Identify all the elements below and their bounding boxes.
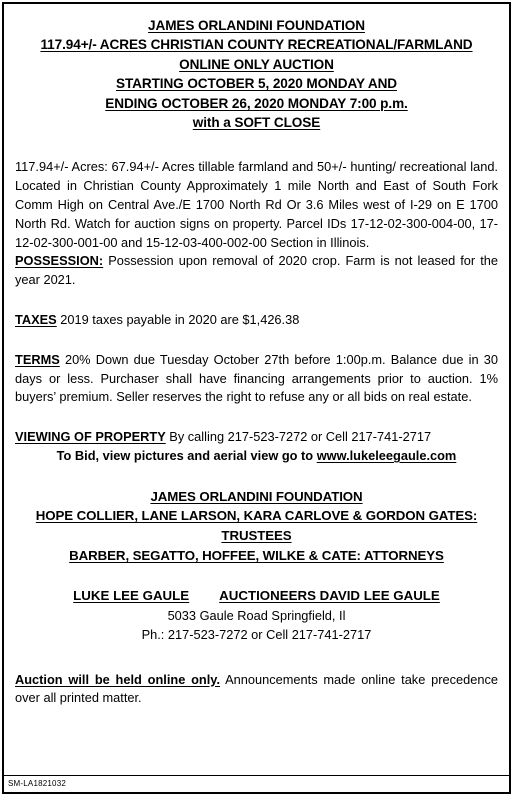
viewing-label: VIEWING OF PROPERTY <box>15 429 166 445</box>
online-notice-label: Auction will be held online only. <box>15 671 221 687</box>
website-link[interactable]: www.lukeleegaule.com <box>316 448 457 463</box>
online-notice <box>15 671 498 709</box>
bid-line <box>15 447 498 466</box>
ad-code: SM-LA1821032 <box>8 779 66 788</box>
property-description: 117.94+/- Acres: 67.94+/- Acres tillable farmland and 50+/- hunting/ recreational land. Located in Christian County Approximately 1 mile North and East of South Fork Comm High on Central Ave./E 1700 North Rd Or 3.6 Miles west of I-29 on E 1700 North Rd. Watch for auction signs on property. Parcel IDs 17-12-02-300-004-00, 17-12-02-300-001-00 and 15-12-03-400-002-00 Section in Illinois. <box>15 159 498 250</box>
taxes-label: TAXES <box>15 312 57 328</box>
trustees-label: TRUSTEES <box>221 527 292 543</box>
viewing-text: By calling 217-523-7272 or Cell 217-741-2717 <box>165 429 432 445</box>
bid-text: To Bid, view pictures and aerial view go to <box>56 448 317 463</box>
trustees-names: HOPE COLLIER, LANE LARSON, KARA CARLOVE & GORDON GATES: <box>35 508 478 524</box>
end-date-title: ENDING OCTOBER 26, 2020 MONDAY 7:00 p.m. <box>105 95 408 111</box>
terms-paragraph <box>15 351 498 407</box>
attorneys-line: BARBER, SEGATTO, HOFFEE, WILKE & CATE: ATTORNEYS <box>69 547 444 563</box>
possession-paragraph <box>15 252 498 290</box>
auctioneers-block <box>4 586 509 645</box>
notice-block <box>4 671 509 709</box>
online-notice-text: Announcements made online take precedence over all printed matter. <box>15 671 498 706</box>
terms-text: 20% Down due Tuesday October 27th before 1:00p.m. Balance due in 30 days or less. Purchaser shall have financing arrangements prior to auction. 1% buyers’ premium. Seller reserves the right to refuse any or all bids on real estate. <box>15 351 498 405</box>
foundation-title: JAMES ORLANDINI FOUNDATION <box>148 18 365 33</box>
auctioneer-left: LUKE LEE GAULE <box>73 588 190 604</box>
foundation-block <box>4 487 509 565</box>
taxes-paragraph <box>15 311 498 330</box>
auctioneer-right: AUCTIONEERS DAVID LEE GAULE <box>219 588 440 604</box>
footer-rule <box>4 775 509 792</box>
auctioneer-address: 5033 Gaule Road Springfield, Il <box>167 607 346 623</box>
auctioneer-phone: Ph.: 217-523-7272 or Cell 217-741-2717 <box>141 627 372 643</box>
possession-label: POSSESSION: <box>15 253 104 269</box>
ad-body <box>4 158 509 465</box>
auction-type-title: ONLINE ONLY AUCTION <box>179 56 334 72</box>
foundation-name: JAMES ORLANDINI FOUNDATION <box>150 488 363 504</box>
taxes-text: 2019 taxes payable in 2020 are $1,426.38 <box>56 312 300 328</box>
viewing-paragraph <box>15 428 498 447</box>
soft-close-title: with a SOFT CLOSE <box>192 115 321 131</box>
start-date-title: STARTING OCTOBER 5, 2020 MONDAY AND <box>115 76 398 92</box>
auction-ad <box>2 2 511 794</box>
acreage-title: 117.94+/- ACRES CHRISTIAN COUNTY RECREATIONAL/FARMLAND <box>40 37 473 53</box>
auctioneers-line <box>4 586 509 606</box>
ad-header <box>4 16 509 132</box>
terms-label: TERMS <box>15 351 60 367</box>
possession-text: Possession upon removal of 2020 crop. Farm is not leased for the year 2021. <box>15 253 498 288</box>
